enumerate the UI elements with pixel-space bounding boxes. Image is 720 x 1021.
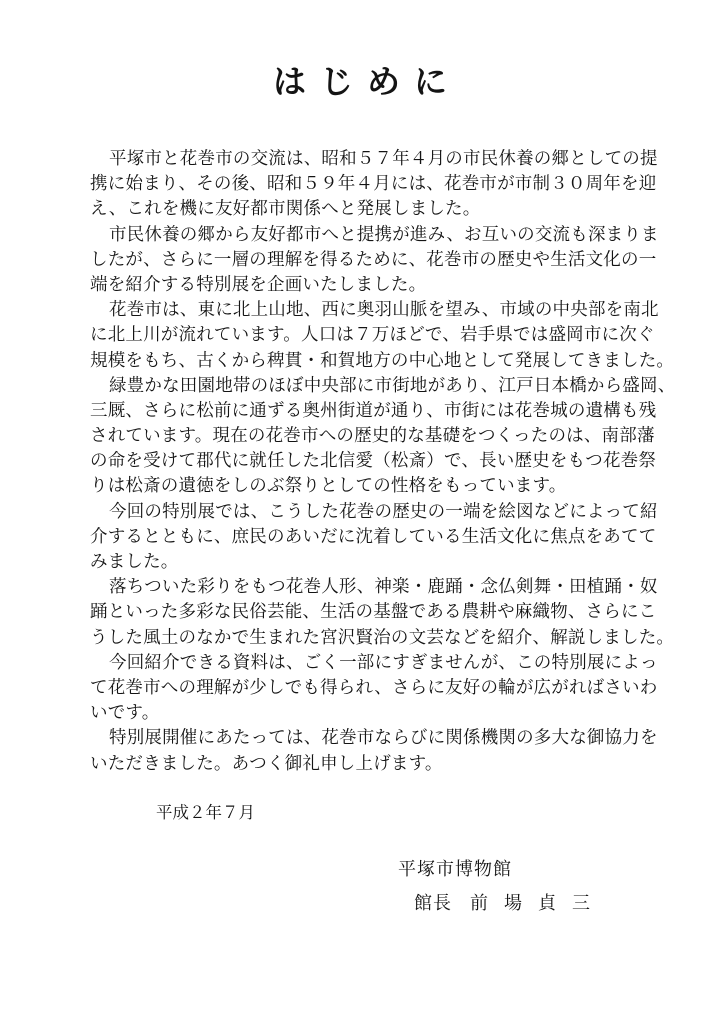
paragraph (90, 651, 658, 727)
paragraph-line: に北上川が流れています。人口は７万ほどで、岩手県では盛岡市に次ぐ (90, 325, 655, 346)
paragraph-line: 今回紹介できる資料は、ごく一部にすぎませんが、この特別展によっ (109, 652, 658, 673)
organization-name: 平塚市博物館 (398, 859, 512, 880)
signature-block (398, 853, 606, 921)
director-name: 前場貞三 (470, 893, 606, 914)
paragraph-line: 踊といった多彩な民俗芸能、生活の基盤である農耕や麻織物、さらにこ (90, 602, 657, 623)
paragraph-line: うした風土のなかで生まれた宮沢賢治の文芸などを紹介、解説しました。 (90, 627, 675, 648)
paragraph-line: て花巻市への理解が少しでも得られ、さらに友好の輪が広がればさいわ (90, 677, 658, 698)
paragraph-line: 今回の特別展では、こうした花巻の歴史の一端を絵図などによって紹 (109, 501, 658, 522)
paragraph (90, 500, 658, 576)
paragraph (90, 374, 676, 500)
paragraph-line: いただきました。あつく御礼申し上げます。 (90, 753, 443, 774)
paragraph-line: 特別展開催にあたっては、花巻市ならびに関係機関の多大な御協力を (109, 728, 658, 749)
paragraph (90, 147, 658, 223)
paragraph-line: 介するとともに、庶民のあいだに沈着している生活文化に焦点をあてて (90, 526, 657, 547)
paragraph-line: 平塚市と花巻市の交流は、昭和５７年４月の市民休養の郷としての提 (109, 149, 658, 169)
body-text (90, 147, 676, 777)
date-line: 平成２年７月 (156, 803, 255, 822)
page-title: はじめに (273, 62, 461, 101)
paragraph-line: 市民休養の郷から友好都市へと提携が進み、お互いの交流も深まりま (109, 224, 659, 245)
director-title: 館長 (414, 893, 452, 914)
paragraph-line: え、これを機に友好都市関係へと発展しました。 (90, 199, 481, 220)
paragraph (90, 223, 659, 299)
paragraph-line: されています。現在の花巻市への歴史的な基礎をつくったのは、南部藩 (90, 426, 655, 447)
paragraph-line: したが、さらに一層の理解を得るために、花巻市の歴史や生活文化の一 (90, 249, 657, 270)
paragraph-line: 端を紹介する特別展を企画いたしました。 (90, 274, 427, 295)
paragraph-line: みました。 (90, 552, 179, 572)
paragraph-line: の命を受けて郡代に就任した北信愛（松斎）で、長い歴史をもつ花巻祭 (90, 451, 657, 472)
paragraph-line: 落ちついた彩りをもつ花巻人形、神楽・鹿踊・念仏剣舞・田植踊・奴 (109, 577, 658, 598)
paragraph-line: 携に始まり、その後、昭和５９年４月には、花巻市が市制３０周年を迎 (90, 174, 657, 195)
paragraph-line: いです。 (90, 703, 160, 724)
paragraph (90, 575, 675, 651)
paragraph (90, 298, 675, 374)
paragraph-line: 規模をもち、古くから稗貫・和賀地方の中心地として発展してきました。 (90, 350, 675, 371)
paragraph-line: 花巻市は、東に北上山地、西に奥羽山脈を望み、市域の中央部を南北 (109, 300, 659, 321)
director-line (398, 887, 606, 921)
paragraph-line: 緑豊かな田園地帯のほぼ中央部に市街地があり、江戸日本橋から盛岡、 (109, 375, 676, 396)
paragraph-line: 三厩、さらに松前に通ずる奥州街道が通り、市街には花巻城の遺構も残 (90, 400, 657, 421)
paragraph (90, 726, 658, 776)
paragraph-line: りは松斎の遺徳をしのぶ祭りとしての性格をもっています。 (90, 476, 567, 497)
